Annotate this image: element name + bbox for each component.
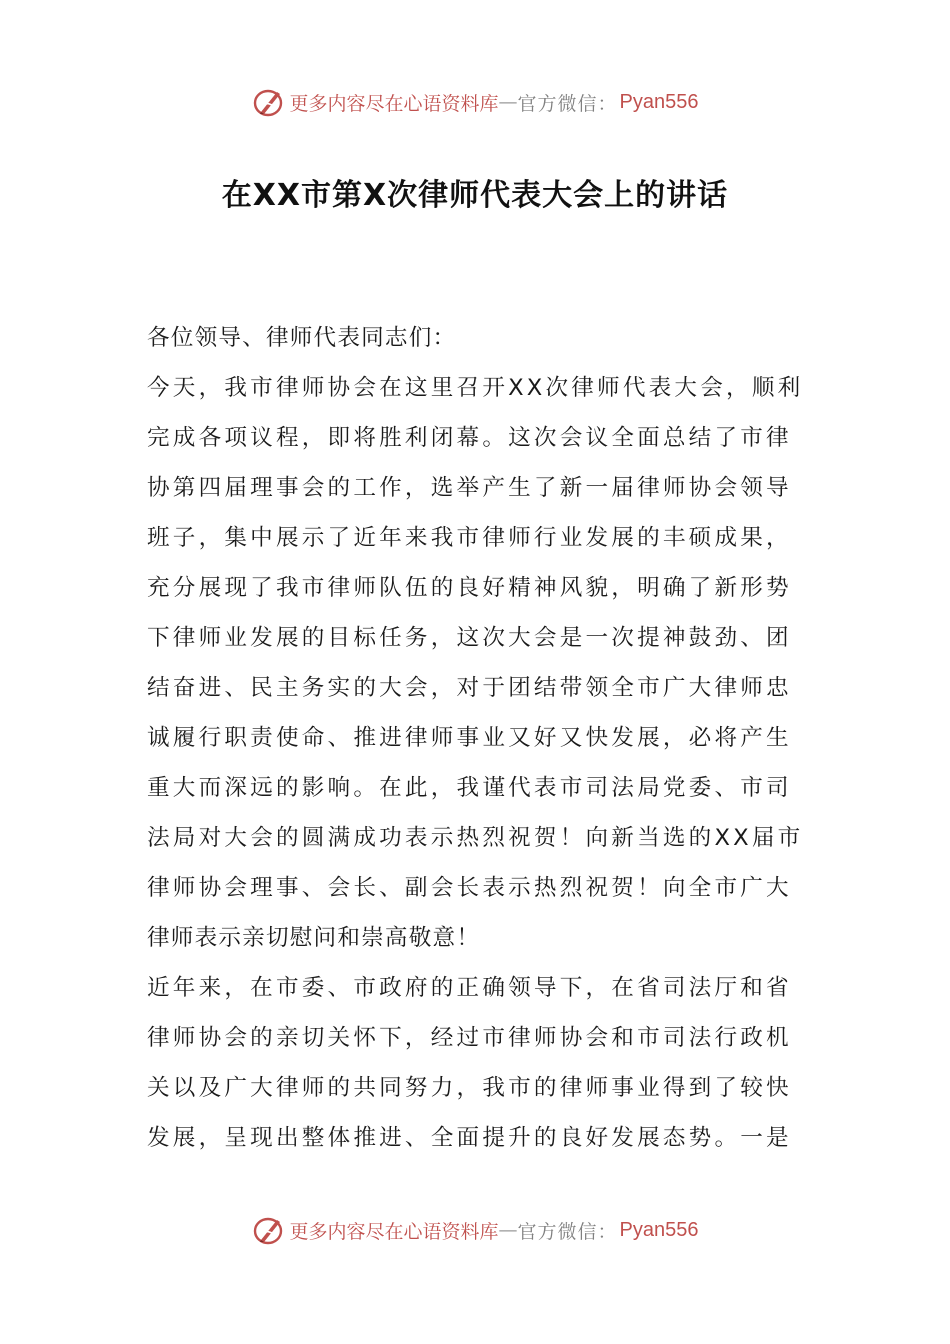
pen-logo-icon xyxy=(252,85,286,119)
banner-official-label: 官方微信： xyxy=(517,1220,618,1243)
body-line: 律师协会的亲切关怀下，经过市律师协会和市司法行政机 xyxy=(147,1025,792,1051)
body-line: 律师协会理事、会长、副会长表示热烈祝贺！向全市广大 xyxy=(147,875,792,901)
banner-wechat-id: Pyan556 xyxy=(619,90,699,113)
document-body xyxy=(147,313,807,1163)
banner-brand-text: 更多内容尽在心语资料库 xyxy=(289,1220,499,1243)
banner-dash: — xyxy=(498,91,518,113)
body-line: 完成各项议程，即将胜利闭幕。这次会议全面总结了市律 xyxy=(147,425,792,451)
salutation: 各位领导、律师代表同志们： xyxy=(147,325,457,351)
body-line: 律师表示亲切慰问和崇高敬意！ xyxy=(147,925,481,951)
body-line: 协第四届理事会的工作，选举产生了新一届律师协会领导 xyxy=(147,475,792,501)
body-line: 关以及广大律师的共同努力，我市的律师事业得到了较快 xyxy=(147,1075,792,1101)
body-line: 近年来，在市委、市政府的正确领导下，在省司法厅和省 xyxy=(147,975,792,1001)
body-line: 诚履行职责使命、推进律师事业又好又快发展，必将产生 xyxy=(147,725,792,751)
pen-logo-icon xyxy=(252,1213,286,1247)
header-banner xyxy=(0,84,950,120)
body-line: 重大而深远的影响。在此，我谨代表市司法局党委、市司 xyxy=(147,775,792,801)
banner-wechat-id: Pyan556 xyxy=(619,1218,699,1241)
body-line: 下律师业发展的目标任务，这次大会是一次提神鼓劲、团 xyxy=(147,625,792,651)
body-line: 今天，我市律师协会在这里召开XX次律师代表大会，顺利 xyxy=(147,375,804,401)
body-line: 班子，集中展示了近年来我市律师行业发展的丰硕成果， xyxy=(147,525,792,551)
body-line: 发展，呈现出整体推进、全面提升的良好发展态势。一是 xyxy=(147,1125,792,1151)
body-line: 法局对大会的圆满成功表示热烈祝贺！向新当选的XX届市 xyxy=(147,825,804,851)
document-title: 在XX市第X次律师代表大会上的讲话 xyxy=(221,178,729,213)
body-line: 结奋进、民主务实的大会，对于团结带领全市广大律师忠 xyxy=(147,675,792,701)
banner-brand-text: 更多内容尽在心语资料库 xyxy=(289,92,499,115)
footer-banner xyxy=(0,1212,950,1248)
banner-official-label: 官方微信： xyxy=(517,92,618,115)
body-line: 充分展现了我市律师队伍的良好精神风貌，明确了新形势 xyxy=(147,575,792,601)
banner-dash: — xyxy=(498,1219,518,1241)
